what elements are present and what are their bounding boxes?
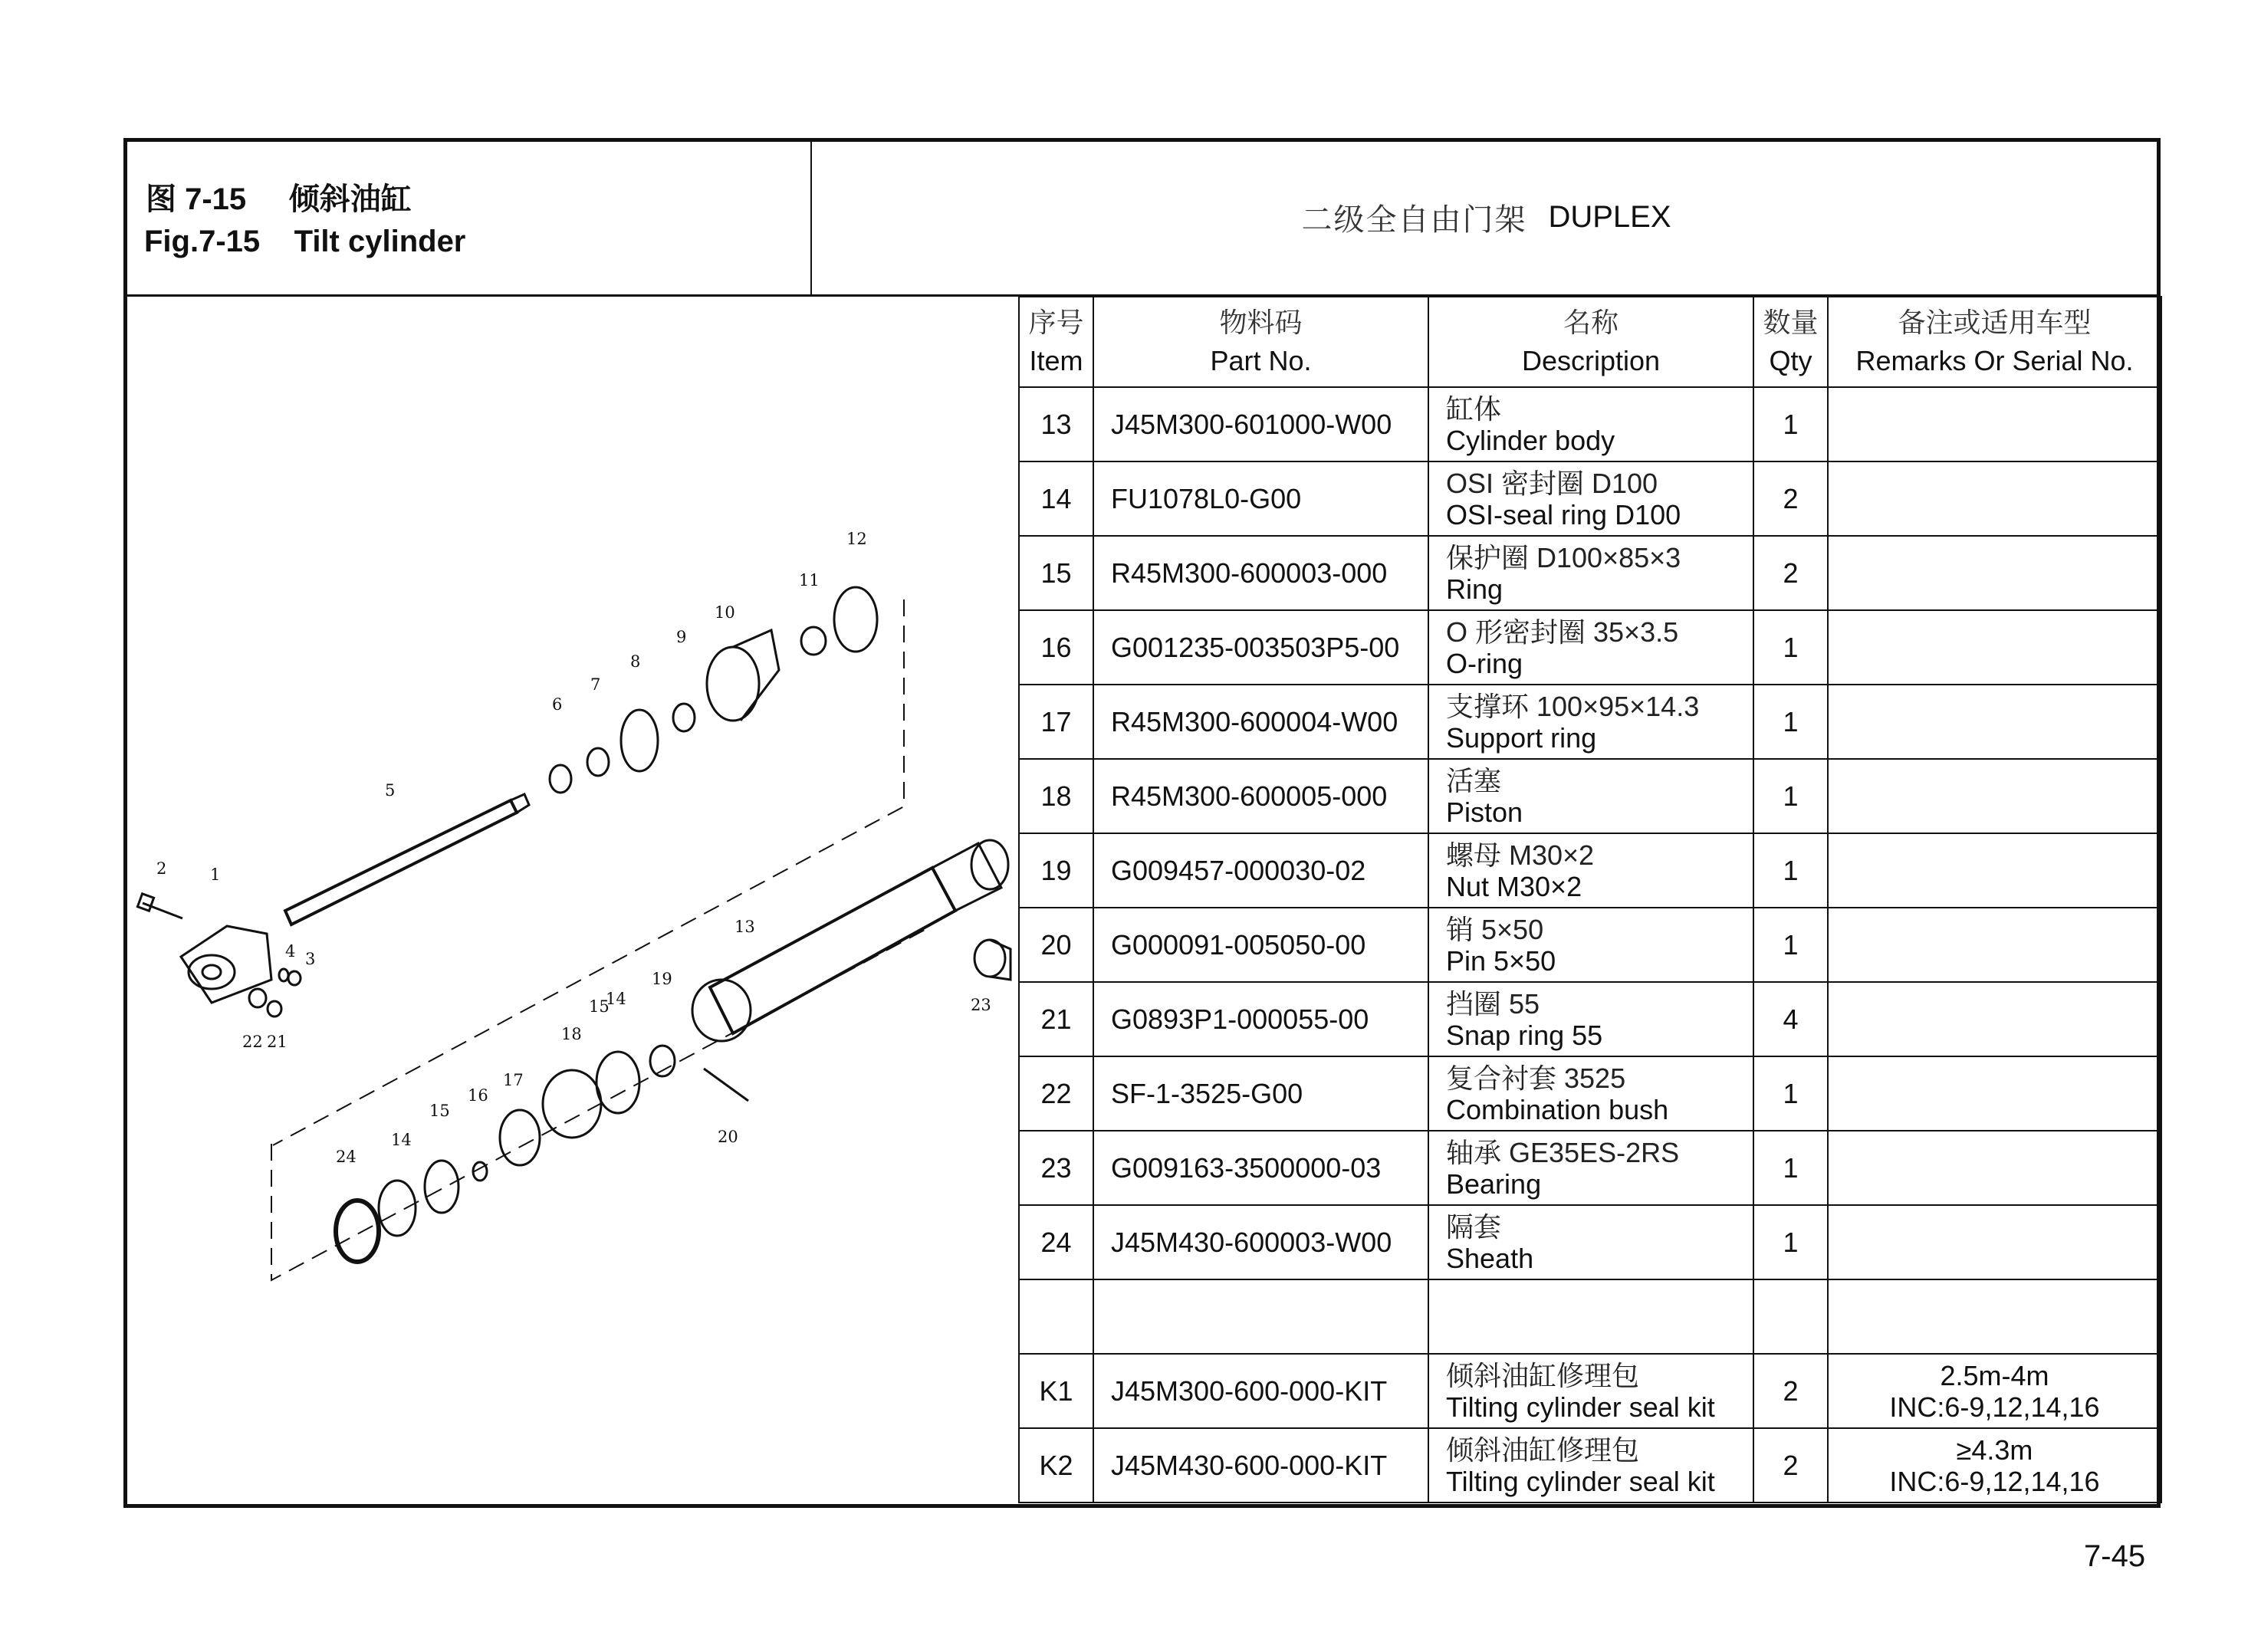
description-cn: O 形密封圈 35×3.5 bbox=[1446, 616, 1679, 648]
callout-7: 7 bbox=[590, 675, 601, 694]
cell-description bbox=[1428, 461, 1753, 536]
cell-item: 18 bbox=[1019, 759, 1093, 833]
cell-part-no: J45M430-600-000-KIT bbox=[1093, 1428, 1428, 1503]
callout-8: 8 bbox=[630, 652, 641, 671]
table-row bbox=[1019, 387, 2161, 461]
callout-1: 1 bbox=[210, 865, 221, 884]
callout-13: 13 bbox=[734, 918, 755, 936]
cell-item bbox=[1019, 1279, 1093, 1354]
cell-description bbox=[1428, 1428, 1753, 1503]
cell-part-no: G0893P1-000055-00 bbox=[1093, 982, 1428, 1056]
callout-15b: 15 bbox=[589, 997, 610, 1016]
callout-20: 20 bbox=[718, 1128, 738, 1146]
table-row bbox=[1019, 833, 2161, 908]
description-cn: 倾斜油缸修理包 bbox=[1446, 1434, 1640, 1466]
cell-qty: 2 bbox=[1753, 1354, 1828, 1428]
table-row bbox=[1019, 908, 2161, 982]
cell-item: 24 bbox=[1019, 1205, 1093, 1279]
cell-item: K2 bbox=[1019, 1428, 1093, 1503]
table-row bbox=[1019, 982, 2161, 1056]
callout-14b: 14 bbox=[606, 990, 626, 1008]
callout-6: 6 bbox=[552, 695, 563, 714]
cell-part-no: G009457-000030-02 bbox=[1093, 833, 1428, 908]
table-row bbox=[1019, 759, 2161, 833]
callout-19: 19 bbox=[652, 970, 672, 988]
callout-24: 24 bbox=[336, 1148, 357, 1166]
description-cn: 轴承 GE35ES-2RS bbox=[1446, 1136, 1680, 1168]
mast-type-cn: 二级全自由门架 bbox=[1301, 202, 1527, 237]
table-row bbox=[1019, 461, 2161, 536]
cell-description bbox=[1428, 387, 1753, 461]
description-cn: 保护圈 D100×85×3 bbox=[1446, 541, 1681, 573]
cell-qty: 1 bbox=[1753, 1205, 1828, 1279]
cell-qty: 2 bbox=[1753, 1428, 1828, 1503]
table-row bbox=[1019, 1056, 2161, 1131]
mast-type-en: DUPLEX bbox=[1548, 199, 1671, 234]
description-en: Nut M30×2 bbox=[1446, 870, 1582, 902]
description-en: Bearing bbox=[1446, 1168, 1542, 1200]
description-cn: 挡圈 55 bbox=[1446, 987, 1540, 1020]
cell-item: K1 bbox=[1019, 1354, 1093, 1428]
cell-description bbox=[1428, 685, 1753, 759]
callout-4: 4 bbox=[285, 942, 296, 961]
cell-remarks bbox=[1828, 1205, 2161, 1279]
cell-description bbox=[1428, 982, 1753, 1056]
cell-item: 19 bbox=[1019, 833, 1093, 908]
table-row bbox=[1019, 536, 2161, 610]
callout-2: 2 bbox=[156, 859, 167, 878]
cell-qty: 1 bbox=[1753, 1056, 1828, 1131]
cell-item: 16 bbox=[1019, 610, 1093, 685]
table-row bbox=[1019, 610, 2161, 685]
cell-remarks bbox=[1828, 387, 2161, 461]
cell-item: 14 bbox=[1019, 461, 1093, 536]
callout-16: 16 bbox=[468, 1086, 488, 1105]
cell-item: 21 bbox=[1019, 982, 1093, 1056]
table-row bbox=[1019, 1279, 2161, 1354]
cell-description bbox=[1428, 833, 1753, 908]
callout-15: 15 bbox=[429, 1102, 450, 1120]
cell-description bbox=[1428, 1205, 1753, 1279]
figure-title-cn: 图 7-15 倾斜油缸 bbox=[146, 182, 412, 216]
cell-remarks bbox=[1828, 759, 2161, 833]
cell-description bbox=[1428, 1354, 1753, 1428]
cell-description bbox=[1428, 536, 1753, 610]
callout-21: 21 bbox=[267, 1033, 288, 1051]
description-en: O-ring bbox=[1446, 647, 1523, 679]
cell-part-no: R45M300-600005-000 bbox=[1093, 759, 1428, 833]
col-header-item: 序号 Item bbox=[1019, 297, 1093, 387]
description-en: Tilting cylinder seal kit bbox=[1446, 1465, 1715, 1497]
cell-description bbox=[1428, 908, 1753, 982]
table-row bbox=[1019, 1354, 2161, 1428]
description-en: OSI-seal ring D100 bbox=[1446, 498, 1681, 530]
description-cn: 复合衬套 3525 bbox=[1446, 1062, 1626, 1094]
callout-22: 22 bbox=[242, 1033, 263, 1051]
callout-3: 3 bbox=[305, 950, 316, 968]
cell-qty: 4 bbox=[1753, 982, 1828, 1056]
page-number: 7-45 bbox=[2084, 1539, 2146, 1573]
cell-part-no: J45M430-600003-W00 bbox=[1093, 1205, 1428, 1279]
cell-item: 13 bbox=[1019, 387, 1093, 461]
cell-qty: 2 bbox=[1753, 536, 1828, 610]
description-en: Support ring bbox=[1446, 721, 1597, 754]
description-cn: 倾斜油缸修理包 bbox=[1446, 1359, 1640, 1391]
description-cn: OSI 密封圈 D100 bbox=[1446, 467, 1658, 499]
description-cn: 销 5×50 bbox=[1446, 913, 1544, 945]
cell-remarks bbox=[1828, 833, 2161, 908]
description-cn: 支撑环 100×95×14.3 bbox=[1446, 690, 1700, 722]
callout-23: 23 bbox=[971, 996, 991, 1014]
cell-remarks bbox=[1828, 1056, 2161, 1131]
cell-item: 15 bbox=[1019, 536, 1093, 610]
description-en: Piston bbox=[1446, 796, 1523, 828]
table-row bbox=[1019, 1428, 2161, 1503]
table-row bbox=[1019, 1131, 2161, 1205]
cell-description bbox=[1428, 759, 1753, 833]
cell-part-no: G009163-3500000-03 bbox=[1093, 1131, 1428, 1205]
description-en: Ring bbox=[1446, 573, 1503, 605]
figure-title-en: Fig.7-15 Tilt cylinder bbox=[144, 225, 466, 258]
cell-qty: 1 bbox=[1753, 1131, 1828, 1205]
table-header-row bbox=[1019, 297, 2161, 387]
cell-part-no: R45M300-600003-000 bbox=[1093, 536, 1428, 610]
callout-12: 12 bbox=[846, 530, 867, 548]
description-cn: 螺母 M30×2 bbox=[1446, 839, 1595, 871]
cell-qty: 1 bbox=[1753, 833, 1828, 908]
callout-11: 11 bbox=[799, 571, 820, 590]
cell-item: 20 bbox=[1019, 908, 1093, 982]
cell-remarks bbox=[1828, 1279, 2161, 1354]
cell-remarks bbox=[1828, 461, 2161, 536]
description-cn: 隔套 bbox=[1446, 1210, 1502, 1243]
callout-14: 14 bbox=[391, 1131, 412, 1149]
cell-remarks bbox=[1828, 610, 2161, 685]
cell-qty: 1 bbox=[1753, 908, 1828, 982]
col-header-part-no: 物料码 Part No. bbox=[1093, 297, 1428, 387]
callout-10: 10 bbox=[715, 603, 735, 622]
cell-remarks bbox=[1828, 1131, 2161, 1205]
cell-description bbox=[1428, 610, 1753, 685]
cell-item: 23 bbox=[1019, 1131, 1093, 1205]
cell-qty: 1 bbox=[1753, 759, 1828, 833]
cell-remarks bbox=[1828, 908, 2161, 982]
cell-description bbox=[1428, 1056, 1753, 1131]
cell-part-no: SF-1-3525-G00 bbox=[1093, 1056, 1428, 1131]
col-header-description: 名称 Description bbox=[1428, 297, 1753, 387]
cell-part-no: J45M300-600-000-KIT bbox=[1093, 1354, 1428, 1428]
cell-description bbox=[1428, 1279, 1753, 1354]
description-cn: 缸体 bbox=[1446, 392, 1502, 425]
mast-type-header bbox=[812, 138, 2161, 296]
cell-item: 17 bbox=[1019, 685, 1093, 759]
cell-remarks bbox=[1828, 685, 2161, 759]
col-header-qty: 数量 Qty bbox=[1753, 297, 1828, 387]
cell-remarks bbox=[1828, 982, 2161, 1056]
callout-5: 5 bbox=[385, 781, 396, 800]
description-en: Pin 5×50 bbox=[1446, 944, 1556, 977]
cell-part-no: R45M300-600004-W00 bbox=[1093, 685, 1428, 759]
cell-qty: 1 bbox=[1753, 685, 1828, 759]
cell-part-no: G001235-003503P5-00 bbox=[1093, 610, 1428, 685]
callout-17: 17 bbox=[503, 1071, 524, 1089]
cell-qty: 1 bbox=[1753, 387, 1828, 461]
cell-part-no: FU1078L0-G00 bbox=[1093, 461, 1428, 536]
description-en: Cylinder body bbox=[1446, 424, 1615, 456]
cell-part-no bbox=[1093, 1279, 1428, 1354]
cell-part-no: G000091-005050-00 bbox=[1093, 908, 1428, 982]
cell-qty: 2 bbox=[1753, 461, 1828, 536]
exploded-view-drawing bbox=[127, 297, 1017, 1504]
cell-item: 22 bbox=[1019, 1056, 1093, 1131]
cell-remarks: ≥4.3m INC:6-9,12,14,16 bbox=[1828, 1428, 2161, 1503]
description-en: Tilting cylinder seal kit bbox=[1446, 1391, 1715, 1423]
col-header-remarks: 备注或适用车型 Remarks Or Serial No. bbox=[1828, 297, 2161, 387]
cell-remarks bbox=[1828, 536, 2161, 610]
cell-description bbox=[1428, 1131, 1753, 1205]
callout-9: 9 bbox=[676, 628, 687, 646]
description-en: Combination bush bbox=[1446, 1093, 1669, 1125]
table-row bbox=[1019, 685, 2161, 759]
parts-table bbox=[1018, 296, 2162, 1503]
cell-remarks: 2.5m-4m INC:6-9,12,14,16 bbox=[1828, 1354, 2161, 1428]
cell-part-no: J45M300-601000-W00 bbox=[1093, 387, 1428, 461]
cell-qty bbox=[1753, 1279, 1828, 1354]
table-row bbox=[1019, 1205, 2161, 1279]
cell-qty: 1 bbox=[1753, 610, 1828, 685]
callout-18: 18 bbox=[561, 1025, 582, 1043]
description-en: Snap ring 55 bbox=[1446, 1019, 1603, 1051]
description-cn: 活塞 bbox=[1446, 764, 1502, 796]
description-en: Sheath bbox=[1446, 1242, 1534, 1274]
